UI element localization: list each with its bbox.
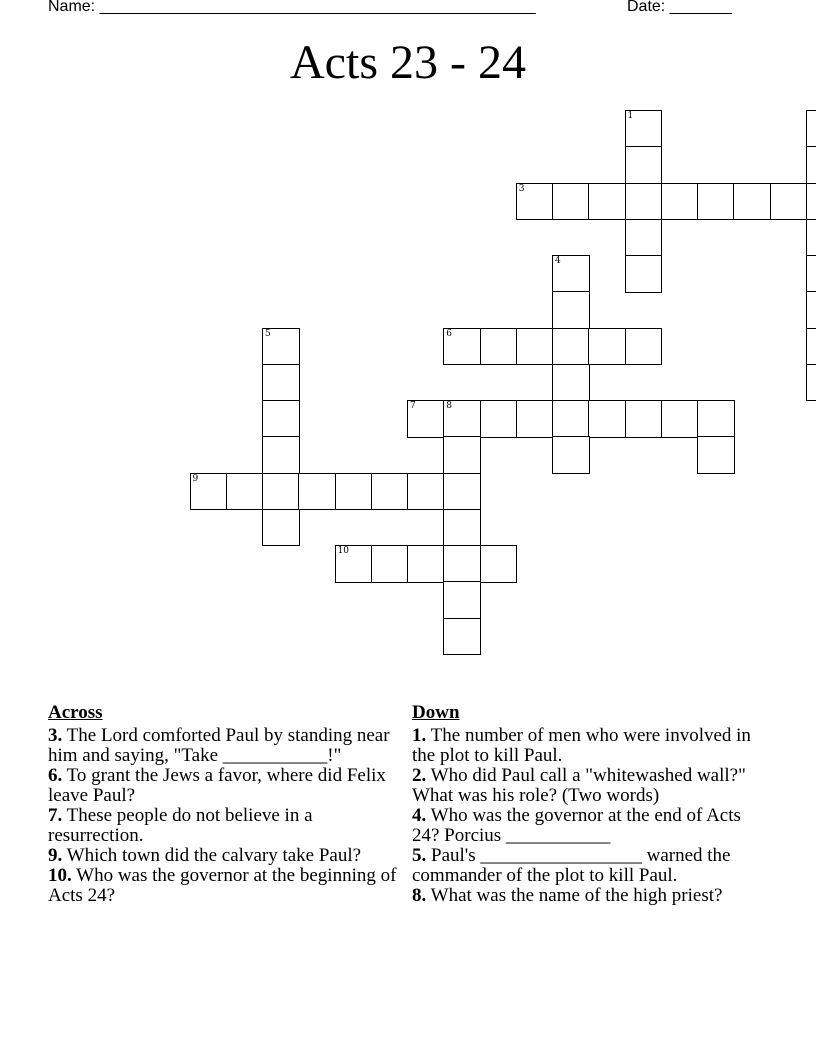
grid-cell[interactable] <box>588 183 626 221</box>
grid-cell[interactable] <box>770 183 808 221</box>
grid-cell[interactable] <box>443 473 481 511</box>
across-clue <box>48 726 398 766</box>
clue-number: 2. <box>412 765 427 786</box>
grid-cell[interactable] <box>806 219 816 257</box>
grid-cell[interactable] <box>552 436 590 474</box>
grid-cell[interactable] <box>806 110 816 148</box>
grid-cell[interactable] <box>262 400 300 438</box>
across-clue <box>48 866 398 906</box>
grid-cell[interactable] <box>407 473 445 511</box>
down-heading: Down <box>412 702 460 723</box>
clue-text: What was the name of the high priest? <box>426 885 723 906</box>
grid-cell[interactable] <box>552 183 590 221</box>
grid-cell[interactable] <box>625 219 663 257</box>
grid-cell[interactable] <box>625 255 663 293</box>
grid-cell[interactable] <box>806 291 816 329</box>
grid-cell[interactable] <box>480 545 518 583</box>
grid-cell[interactable] <box>806 146 816 184</box>
grid-cell[interactable] <box>552 291 590 329</box>
down-clues <box>412 702 762 906</box>
grid-cell[interactable] <box>516 183 554 221</box>
grid-cell[interactable] <box>516 400 554 438</box>
clue-number: 6. <box>48 765 63 786</box>
clue-number: 9. <box>48 845 63 866</box>
clue-text: Which town did the calvary take Paul? <box>62 845 362 866</box>
clue-number: 10 <box>337 546 349 556</box>
clue-text: The Lord comforted Paul by standing near him and saying, "Take ___________!" <box>48 725 390 766</box>
clue-number: 4 <box>555 256 561 266</box>
grid-cell[interactable] <box>262 364 300 402</box>
grid-cell[interactable] <box>335 473 373 511</box>
grid-cell[interactable] <box>697 436 735 474</box>
clue-text: Who did Paul call a "whitewashed wall?" What was his role? (Two words) <box>412 765 746 806</box>
down-clue <box>412 766 762 806</box>
grid-cell[interactable] <box>298 473 336 511</box>
grid-cell[interactable] <box>661 183 699 221</box>
grid-cell[interactable] <box>190 473 228 511</box>
grid-cell[interactable] <box>262 436 300 474</box>
down-clue <box>412 846 762 886</box>
puzzle-title: Acts 23 - 24 <box>290 36 526 89</box>
grid-cell[interactable] <box>661 400 699 438</box>
grid-cell[interactable] <box>625 328 663 366</box>
grid-cell[interactable] <box>552 255 590 293</box>
grid-cell[interactable] <box>480 400 518 438</box>
grid-cell[interactable] <box>552 328 590 366</box>
grid-cell[interactable] <box>262 473 300 511</box>
clue-number: 7. <box>48 805 63 826</box>
clue-number: 7 <box>410 401 416 411</box>
down-clue <box>412 886 762 906</box>
clue-number: 1. <box>412 725 427 746</box>
grid-cell[interactable] <box>806 255 816 293</box>
grid-cell[interactable] <box>697 400 735 438</box>
grid-cell[interactable] <box>552 364 590 402</box>
clue-number: 6 <box>446 328 452 339</box>
grid-cell[interactable] <box>697 183 735 221</box>
grid-cell[interactable] <box>516 328 554 366</box>
grid-cell[interactable] <box>588 400 626 438</box>
across-clue <box>48 846 398 866</box>
grid-cell[interactable] <box>443 509 481 547</box>
grid-cell[interactable] <box>625 146 663 184</box>
grid-cell[interactable] <box>443 400 481 438</box>
across-clue <box>48 806 398 846</box>
clue-number: 8 <box>446 401 452 411</box>
grid-cell[interactable] <box>371 545 409 583</box>
across-heading: Across <box>48 702 103 723</box>
grid-cell[interactable] <box>443 618 481 656</box>
clue-text: Paul's _________________ warned the commander of the plot to kill Paul. <box>412 845 731 886</box>
grid-cell[interactable] <box>407 545 445 583</box>
clue-text: Who was the governor at the end of Acts 24? Porcius ___________ <box>412 805 741 846</box>
grid-cell[interactable] <box>625 183 663 221</box>
grid-cell[interactable] <box>588 328 626 366</box>
grid-cell[interactable] <box>443 436 481 474</box>
grid-cell[interactable] <box>371 473 409 511</box>
grid-cell[interactable] <box>480 328 518 366</box>
clue-number: 10. <box>48 865 72 886</box>
grid-cell[interactable] <box>226 473 264 511</box>
grid-cell[interactable] <box>625 110 663 148</box>
clue-text: These people do not believe in a resurrection. <box>48 805 313 846</box>
clue-number: 9 <box>192 473 199 484</box>
down-clue <box>412 726 762 766</box>
clue-text: The number of men who were involved in the plot to kill Paul. <box>412 725 751 766</box>
clue-number: 1 <box>627 111 634 121</box>
name-field: Name: _________________________________________________ <box>48 0 536 15</box>
clue-number: 4. <box>412 805 427 826</box>
grid-cell[interactable] <box>806 364 816 402</box>
grid-cell[interactable] <box>443 581 481 619</box>
grid-cell[interactable] <box>262 509 300 547</box>
clue-number: 8. <box>412 885 427 906</box>
grid-cell[interactable] <box>733 183 771 221</box>
grid-cell[interactable] <box>262 328 300 366</box>
grid-cell[interactable] <box>552 400 590 438</box>
grid-cell[interactable] <box>443 545 481 583</box>
down-clue <box>412 806 762 846</box>
clue-number: 5. <box>412 845 427 866</box>
grid-cell[interactable] <box>806 328 816 366</box>
grid-cell[interactable] <box>407 400 445 438</box>
clue-number: 3. <box>48 725 63 746</box>
grid-cell[interactable] <box>335 545 373 583</box>
date-field: Date: _______ <box>627 0 732 15</box>
across-clues <box>48 702 398 906</box>
across-clue <box>48 766 398 806</box>
clue-text: Who was the governor at the beginning of Acts 24? <box>48 865 397 906</box>
clue-number: 3 <box>518 183 525 194</box>
clue-text: To grant the Jews a favor, where did Felix leave Paul? <box>48 765 386 806</box>
clue-number: 5 <box>265 328 271 339</box>
grid-cell[interactable] <box>443 328 481 366</box>
grid-cell[interactable] <box>625 400 663 438</box>
